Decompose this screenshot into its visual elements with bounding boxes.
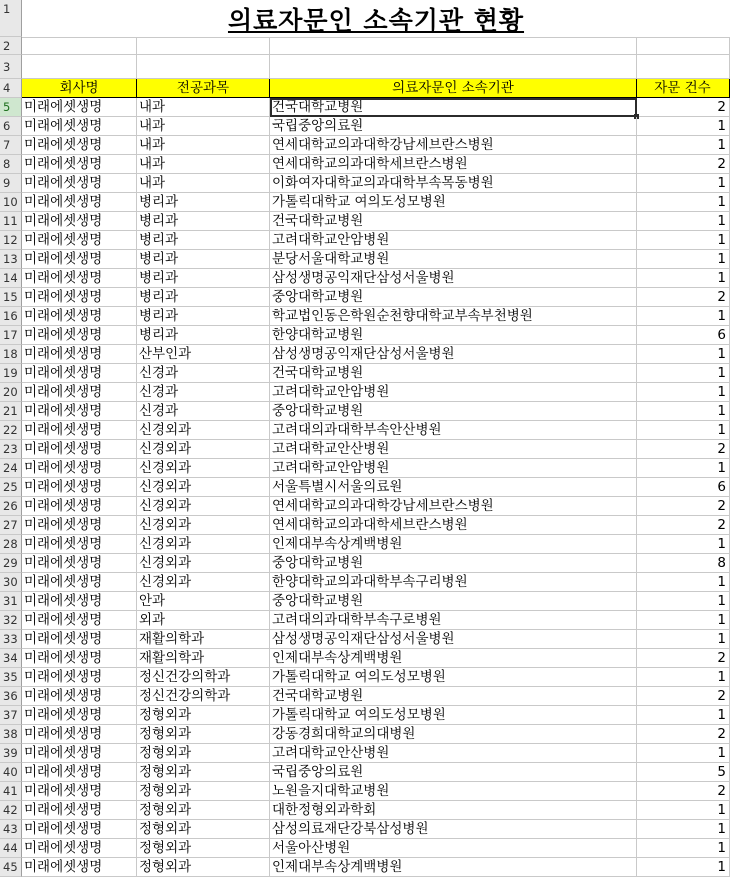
sheet-row [0,37,730,55]
row-number[interactable]: 35 [0,668,22,687]
table-row [0,725,730,744]
cell-count[interactable]: 1 [637,459,730,478]
cell-institution[interactable]: 연세대학교의과대학강남세브란스병원 [270,136,637,155]
row-number[interactable]: 32 [0,611,22,630]
table-row [0,839,730,858]
cell-count[interactable]: 1 [637,744,730,763]
row-number[interactable]: 38 [0,725,22,744]
cell-department[interactable]: 정형외과 [137,725,270,744]
cell-company[interactable]: 미래에셋생명 [22,820,137,839]
row-number[interactable]: 22 [0,421,22,440]
cell-company[interactable]: 미래에셋생명 [22,801,137,820]
empty-cell[interactable] [270,55,637,79]
cell-department[interactable]: 정형외과 [137,744,270,763]
cell-count[interactable]: 2 [637,687,730,706]
row-number[interactable]: 5 [0,98,22,117]
row-number[interactable]: 14 [0,269,22,288]
cell-company[interactable]: 미래에셋생명 [22,136,137,155]
cell-company[interactable]: 미래에셋생명 [22,231,137,250]
table-row [0,858,730,877]
cell-institution[interactable]: 대한정형외과학회 [270,801,637,820]
cell-count[interactable]: 1 [637,668,730,687]
cell-company[interactable]: 미래에셋생명 [22,744,137,763]
table-row [0,383,730,402]
cell-company[interactable]: 미래에셋생명 [22,649,137,668]
row-number[interactable]: 36 [0,687,22,706]
cell-institution[interactable]: 연세대학교의과대학강남세브란스병원 [270,497,637,516]
row-number[interactable]: 17 [0,326,22,345]
cell-institution[interactable]: 건국대학교병원 [270,98,637,117]
header-department[interactable]: 전공과목 [137,79,270,98]
table-row [0,687,730,706]
empty-cell[interactable] [270,37,637,55]
cell-count[interactable]: 2 [637,725,730,744]
cell-count[interactable]: 1 [637,136,730,155]
cell-company[interactable]: 미래에셋생명 [22,763,137,782]
table-row [0,421,730,440]
cell-institution[interactable]: 고려대의과대학부속구로병원 [270,611,637,630]
cell-company[interactable]: 미래에셋생명 [22,858,137,877]
cell-count[interactable]: 1 [637,307,730,326]
table-row [0,231,730,250]
cell-institution[interactable]: 연세대학교의과대학세브란스병원 [270,516,637,535]
cell-company[interactable]: 미래에셋생명 [22,383,137,402]
row-number[interactable]: 2 [0,37,22,55]
cell-department[interactable]: 내과 [137,155,270,174]
table-row [0,288,730,307]
row-number[interactable]: 19 [0,364,22,383]
header-company[interactable]: 회사명 [22,79,137,98]
table-row [0,136,730,155]
header-row [0,79,730,98]
row-number[interactable]: 34 [0,649,22,668]
empty-cell[interactable] [637,55,730,79]
cell-department[interactable]: 재활의학과 [137,630,270,649]
cell-count[interactable]: 1 [637,421,730,440]
empty-cell[interactable] [637,37,730,55]
empty-cell[interactable] [22,37,137,55]
row-number[interactable]: 13 [0,250,22,269]
row-number[interactable]: 4 [0,79,22,98]
cell-count[interactable]: 1 [637,383,730,402]
cell-company[interactable]: 미래에셋생명 [22,269,137,288]
cell-company[interactable]: 미래에셋생명 [22,839,137,858]
row-number[interactable]: 33 [0,630,22,649]
cell-company[interactable]: 미래에셋생명 [22,307,137,326]
cell-institution[interactable]: 가톨릭대학교 여의도성모병원 [270,668,637,687]
sheet-row [0,55,730,79]
cell-count[interactable]: 1 [637,364,730,383]
cell-company[interactable]: 미래에셋생명 [22,364,137,383]
table-row [0,630,730,649]
cell-department[interactable]: 외과 [137,611,270,630]
row-number[interactable]: 10 [0,193,22,212]
table-row [0,516,730,535]
cell-institution[interactable]: 서울특별시서울의료원 [270,478,637,497]
cell-company[interactable]: 미래에셋생명 [22,535,137,554]
cell-company[interactable]: 미래에셋생명 [22,459,137,478]
cell-company[interactable]: 미래에셋생명 [22,706,137,725]
cell-department[interactable]: 신경외과 [137,535,270,554]
row-number[interactable]: 31 [0,592,22,611]
cell-department[interactable]: 정형외과 [137,763,270,782]
cell-count[interactable]: 1 [637,231,730,250]
cell-institution[interactable]: 삼성의료재단강북삼성병원 [270,820,637,839]
table-row [0,326,730,345]
cell-company[interactable]: 미래에셋생명 [22,554,137,573]
table-row [0,98,730,117]
table-row [0,497,730,516]
cell-company[interactable]: 미래에셋생명 [22,592,137,611]
cell-count[interactable]: 1 [637,801,730,820]
table-row [0,155,730,174]
cell-count[interactable]: 2 [637,288,730,307]
cell-company[interactable]: 미래에셋생명 [22,516,137,535]
cell-institution[interactable]: 고려대학교안산병원 [270,440,637,459]
cell-count[interactable]: 1 [637,535,730,554]
row-number[interactable]: 43 [0,820,22,839]
table-row [0,269,730,288]
cell-company[interactable]: 미래에셋생명 [22,193,137,212]
table-row [0,459,730,478]
row-number[interactable]: 15 [0,288,22,307]
table-row [0,250,730,269]
row-number[interactable]: 24 [0,459,22,478]
cell-department[interactable]: 병리과 [137,250,270,269]
cell-company[interactable]: 미래에셋생명 [22,725,137,744]
cell-institution[interactable]: 국립중앙의료원 [270,117,637,136]
table-row [0,402,730,421]
cell-company[interactable]: 미래에셋생명 [22,782,137,801]
table-row [0,554,730,573]
row-number[interactable]: 18 [0,345,22,364]
cell-institution[interactable]: 노원을지대학교병원 [270,782,637,801]
sheet-title[interactable]: 의료자문인 소속기관 현황 [22,0,730,38]
cell-company[interactable]: 미래에셋생명 [22,497,137,516]
cell-institution[interactable]: 건국대학교병원 [270,364,637,383]
row-number[interactable]: 23 [0,440,22,459]
cell-count[interactable]: 1 [637,193,730,212]
cell-department[interactable]: 정형외과 [137,858,270,877]
cell-count[interactable]: 2 [637,649,730,668]
cell-department[interactable]: 정신건강의학과 [137,687,270,706]
cell-count[interactable]: 2 [637,440,730,459]
cell-department[interactable]: 병리과 [137,326,270,345]
cell-count[interactable]: 6 [637,326,730,345]
cell-institution[interactable]: 연세대학교의과대학세브란스병원 [270,155,637,174]
cell-count[interactable]: 6 [637,478,730,497]
cell-count[interactable]: 2 [637,155,730,174]
cell-institution[interactable]: 가톨릭대학교 여의도성모병원 [270,706,637,725]
cell-company[interactable]: 미래에셋생명 [22,421,137,440]
cell-count[interactable]: 1 [637,858,730,877]
cell-department[interactable]: 내과 [137,136,270,155]
cell-department[interactable]: 정형외과 [137,801,270,820]
cell-department[interactable]: 신경외과 [137,459,270,478]
cell-company[interactable]: 미래에셋생명 [22,212,137,231]
row-number[interactable]: 42 [0,801,22,820]
table-row [0,307,730,326]
table-row [0,440,730,459]
cell-count[interactable]: 1 [637,706,730,725]
cell-company[interactable]: 미래에셋생명 [22,440,137,459]
cell-department[interactable]: 내과 [137,174,270,193]
cell-count[interactable]: 1 [637,820,730,839]
cell-department[interactable]: 신경과 [137,364,270,383]
cell-institution[interactable]: 학교법인동은학원순천향대학교부속부천병원 [270,307,637,326]
cell-institution[interactable]: 한양대학교병원 [270,326,637,345]
cell-department[interactable]: 정신건강의학과 [137,668,270,687]
row-number[interactable]: 26 [0,497,22,516]
cell-department[interactable]: 병리과 [137,212,270,231]
cell-institution[interactable]: 강동경희대학교의대병원 [270,725,637,744]
cell-institution[interactable]: 인제대부속상계백병원 [270,535,637,554]
cell-institution[interactable]: 국립중앙의료원 [270,763,637,782]
cell-company[interactable]: 미래에셋생명 [22,326,137,345]
table-row [0,763,730,782]
cell-institution[interactable]: 중앙대학교병원 [270,554,637,573]
cell-department[interactable]: 신경과 [137,402,270,421]
table-row [0,668,730,687]
cell-institution[interactable]: 건국대학교병원 [270,687,637,706]
cell-institution[interactable]: 중앙대학교병원 [270,288,637,307]
row-number[interactable]: 12 [0,231,22,250]
cell-department[interactable]: 재활의학과 [137,649,270,668]
cell-count[interactable]: 1 [637,839,730,858]
cell-institution[interactable]: 인제대부속상계백병원 [270,649,637,668]
cell-department[interactable]: 신경외과 [137,497,270,516]
row-number[interactable]: 6 [0,117,22,136]
empty-cell[interactable] [137,55,270,79]
cell-count[interactable]: 1 [637,573,730,592]
cell-company[interactable]: 미래에셋생명 [22,573,137,592]
cell-count[interactable]: 2 [637,782,730,801]
cell-institution[interactable]: 가톨릭대학교 여의도성모병원 [270,193,637,212]
cell-count[interactable]: 8 [637,554,730,573]
cell-department[interactable]: 신경외과 [137,516,270,535]
cell-department[interactable]: 내과 [137,98,270,117]
table-row [0,212,730,231]
cell-count[interactable]: 2 [637,98,730,117]
cell-company[interactable]: 미래에셋생명 [22,668,137,687]
cell-institution[interactable]: 삼성생명공익재단삼성서울병원 [270,345,637,364]
row-number[interactable]: 37 [0,706,22,725]
row-number[interactable]: 40 [0,763,22,782]
table-row [0,782,730,801]
table-row [0,649,730,668]
cell-department[interactable]: 정형외과 [137,706,270,725]
cell-company[interactable]: 미래에셋생명 [22,288,137,307]
cell-institution[interactable]: 중앙대학교병원 [270,402,637,421]
cell-department[interactable]: 병리과 [137,269,270,288]
row-number[interactable]: 3 [0,55,22,79]
cell-department[interactable]: 신경외과 [137,554,270,573]
cell-institution[interactable]: 인제대부속상계백병원 [270,858,637,877]
cell-institution[interactable]: 분당서울대학교병원 [270,250,637,269]
row-number[interactable]: 29 [0,554,22,573]
row-number[interactable]: 30 [0,573,22,592]
row-number[interactable]: 27 [0,516,22,535]
table-row [0,592,730,611]
row-number[interactable]: 11 [0,212,22,231]
cell-department[interactable]: 산부인과 [137,345,270,364]
table-row [0,573,730,592]
table-row [0,174,730,193]
cell-count[interactable]: 1 [637,250,730,269]
cell-company[interactable]: 미래에셋생명 [22,478,137,497]
cell-company[interactable]: 미래에셋생명 [22,630,137,649]
cell-company[interactable]: 미래에셋생명 [22,687,137,706]
row-number[interactable]: 41 [0,782,22,801]
cell-company[interactable]: 미래에셋생명 [22,117,137,136]
row-number[interactable]: 9 [0,174,22,193]
cell-institution[interactable]: 고려대학교안암병원 [270,459,637,478]
cell-department[interactable]: 신경외과 [137,478,270,497]
row-number[interactable]: 8 [0,155,22,174]
cell-count[interactable]: 5 [637,763,730,782]
empty-cell[interactable] [137,37,270,55]
cell-department[interactable]: 병리과 [137,307,270,326]
cell-count[interactable]: 2 [637,497,730,516]
cell-institution[interactable]: 이화여자대학교의과대학부속목동병원 [270,174,637,193]
empty-cell[interactable] [22,55,137,79]
cell-department[interactable]: 내과 [137,117,270,136]
table-row [0,611,730,630]
row-number[interactable]: 1 [0,0,22,37]
header-institution[interactable]: 의료자문인 소속기관 [270,79,637,98]
cell-department[interactable]: 정형외과 [137,782,270,801]
header-count[interactable]: 자문 건수 [637,79,730,98]
cell-count[interactable]: 1 [637,630,730,649]
cell-company[interactable]: 미래에셋생명 [22,174,137,193]
cell-company[interactable]: 미래에셋생명 [22,155,137,174]
cell-institution[interactable]: 고려대학교안산병원 [270,744,637,763]
cell-institution[interactable]: 한양대학교의과대학부속구리병원 [270,573,637,592]
cell-department[interactable]: 정형외과 [137,839,270,858]
cell-institution[interactable]: 삼성생명공익재단삼성서울병원 [270,630,637,649]
cell-department[interactable]: 정형외과 [137,820,270,839]
table-row [0,478,730,497]
table-row [0,345,730,364]
row-number[interactable]: 16 [0,307,22,326]
table-row [0,744,730,763]
cell-department[interactable]: 신경외과 [137,421,270,440]
row-number[interactable]: 20 [0,383,22,402]
cell-institution[interactable]: 고려대학교안암병원 [270,231,637,250]
row-number[interactable]: 21 [0,402,22,421]
cell-count[interactable]: 2 [637,516,730,535]
cell-count[interactable]: 1 [637,611,730,630]
cell-department[interactable]: 신경과 [137,383,270,402]
cell-company[interactable]: 미래에셋생명 [22,345,137,364]
cell-count[interactable]: 1 [637,402,730,421]
table-row [0,364,730,383]
cell-department[interactable]: 병리과 [137,231,270,250]
cell-company[interactable]: 미래에셋생명 [22,98,137,117]
cell-department[interactable]: 안과 [137,592,270,611]
cell-institution[interactable]: 삼성생명공익재단삼성서울병원 [270,269,637,288]
cell-department[interactable]: 병리과 [137,288,270,307]
cell-institution[interactable]: 건국대학교병원 [270,212,637,231]
table-row [0,193,730,212]
cell-count[interactable]: 1 [637,117,730,136]
cell-department[interactable]: 병리과 [137,193,270,212]
row-number[interactable]: 28 [0,535,22,554]
cell-count[interactable]: 1 [637,212,730,231]
cell-department[interactable]: 신경외과 [137,440,270,459]
cell-department[interactable]: 신경외과 [137,573,270,592]
table-row [0,535,730,554]
row-number[interactable]: 7 [0,136,22,155]
table-row [0,820,730,839]
row-number[interactable]: 39 [0,744,22,763]
row-number[interactable]: 25 [0,478,22,497]
cell-institution[interactable]: 중앙대학교병원 [270,592,637,611]
cell-company[interactable]: 미래에셋생명 [22,402,137,421]
row-number[interactable]: 44 [0,839,22,858]
cell-count[interactable]: 1 [637,269,730,288]
cell-company[interactable]: 미래에셋생명 [22,250,137,269]
cell-institution[interactable]: 고려대의과대학부속안산병원 [270,421,637,440]
cell-institution[interactable]: 고려대학교안암병원 [270,383,637,402]
cell-count[interactable]: 1 [637,345,730,364]
cell-institution[interactable]: 서울아산병원 [270,839,637,858]
cell-company[interactable]: 미래에셋생명 [22,611,137,630]
cell-count[interactable]: 1 [637,592,730,611]
row-number[interactable]: 45 [0,858,22,877]
table-row [0,117,730,136]
cell-count[interactable]: 1 [637,174,730,193]
table-row [0,801,730,820]
table-row [0,706,730,725]
